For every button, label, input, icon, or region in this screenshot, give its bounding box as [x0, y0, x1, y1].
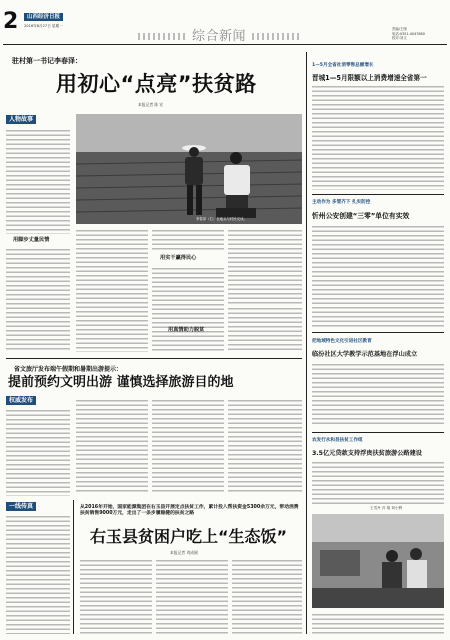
bottom-left-kicker: 省文旅厅发布端午假期和暑期出游提示： — [14, 366, 123, 373]
lead-kicker: 驻村第一书记李春泽： — [12, 57, 82, 65]
page-number: 2 — [3, 9, 19, 34]
right-item3-kicker: 把地域特色文化引进社区教育 — [312, 339, 372, 344]
bottom-left-body-2 — [76, 398, 148, 494]
right-item2-headline: 忻州公安创建“三零”单位有实效 — [312, 212, 410, 220]
right-item4-byline: 王雪丹 冯 翔 刘小利 — [370, 506, 403, 510]
lead-body-col4b — [228, 306, 302, 352]
lead-body-col2 — [76, 228, 148, 352]
lead-body-col3b — [152, 266, 224, 352]
masthead-stripes-left — [138, 33, 186, 40]
lead-subhead-1: 用脚步丈量民情 — [13, 237, 50, 243]
section-tag-frontline: 一线传真 — [6, 502, 36, 511]
col-rule-right — [306, 52, 307, 634]
lead-headline: 用初心“点亮”扶贫路 — [56, 72, 257, 96]
editor-line: 电话:0351-4047680 — [392, 31, 425, 36]
section-tag-official: 权威发布 — [6, 396, 36, 405]
right-divider-3 — [312, 432, 444, 433]
masthead — [0, 0, 450, 46]
right-item4-headline: 3.5亿元贷款支持浮贵扶贫旅游公路建设 — [312, 450, 422, 457]
lead-body-col4a — [228, 228, 302, 304]
lead-subhead-2: 用实干赢得民心 — [160, 255, 197, 261]
right-item3-body — [312, 362, 444, 426]
right-item1-headline: 晋城1—5月限额以上消费增速全省第一 — [312, 74, 427, 82]
issue-date: 2016年6月27日 星期一 — [24, 24, 63, 28]
editor-line: 校对:刘文 — [392, 36, 407, 41]
editor-line: 责编/王刚 — [392, 27, 407, 31]
right-item1-title: 1—5月全省社消零售总额增长 — [312, 63, 374, 68]
bottom-left-body-5 — [6, 514, 70, 634]
lead-body-col1a — [6, 128, 70, 234]
bottom-left-headline: 提前预约文明出游 谨慎选择旅游目的地 — [8, 375, 234, 390]
right-item3-headline: 临汾社区大学教学示范基地在浮山成立 — [312, 351, 418, 358]
col-rule-bottom — [73, 500, 74, 634]
right-divider-2 — [312, 332, 444, 333]
right-photo — [312, 514, 444, 608]
bottom-main-body-1 — [80, 558, 152, 634]
bottom-main-body-3 — [232, 558, 302, 634]
lead-body-col3a — [152, 228, 224, 252]
section-title: 综合新闻 — [192, 29, 247, 44]
bank-office-illustration — [312, 514, 444, 608]
bottom-main-byline: 本报记者 刘成刚 — [170, 550, 198, 555]
bottom-left-body-1 — [6, 408, 70, 496]
bottom-main-deck: 从2016年开始，国家能源集团在右玉县开展定点扶贫工作，累计投入帮扶资金5300余万元，带动消费扶贫销售9000万元，走出了一条步履稳健的扶贫之路 — [80, 505, 299, 517]
masthead-stripes-right — [252, 33, 300, 40]
field-scene-illustration — [76, 114, 302, 224]
editor-info — [392, 27, 425, 41]
masthead-rule — [3, 44, 447, 45]
section-tag-people: 人物故事 — [6, 115, 36, 124]
bottom-left-body-3 — [152, 398, 224, 494]
paper-name: 山西经济日报 — [24, 13, 63, 21]
bottom-main-body-2 — [156, 558, 228, 634]
lead-subhead-3: 用真情助力脱贫 — [168, 327, 205, 333]
divider-lower — [6, 358, 302, 359]
right-item1-body — [312, 84, 444, 190]
photo-caption: 李春泽（右）在地头与村民交谈。 — [196, 217, 247, 221]
right-item4-kicker: 农发行永和县扶贫工作组 — [312, 438, 363, 443]
bottom-left-body-4 — [228, 398, 302, 494]
lead-byline: 本报记者 陈 宏 — [138, 102, 164, 107]
lead-body-col1b — [6, 247, 70, 351]
bottom-main-headline: 右玉县贫困户吃上“生态饭” — [90, 527, 288, 546]
right-item4-body — [312, 460, 444, 504]
right-divider-1 — [312, 194, 444, 195]
right-item2-body — [312, 224, 444, 328]
right-item4-tail — [312, 612, 444, 634]
lead-photo — [76, 114, 302, 224]
right-item2-kicker: 主动作为 多管齐下 扎实防控 — [312, 200, 371, 205]
